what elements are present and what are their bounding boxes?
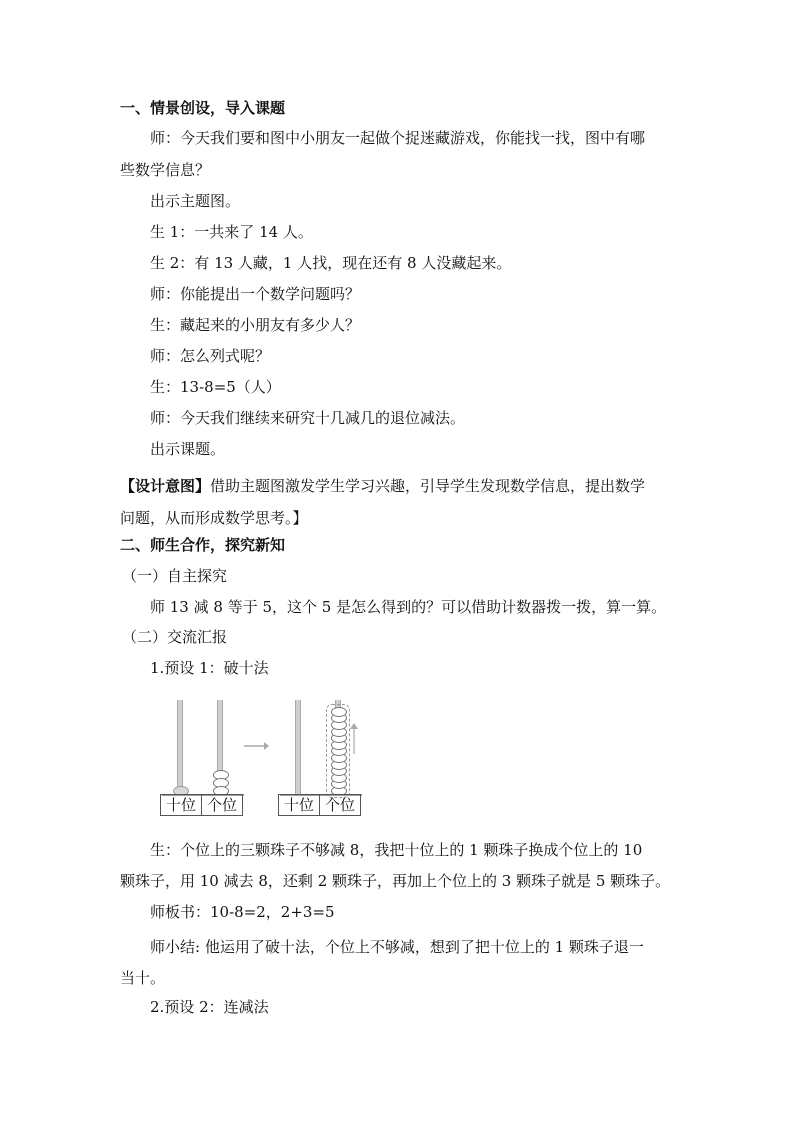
paragraph: 师板书：10-8=2，2+3=5 [150, 903, 335, 921]
paragraph: 师：今天我们继续来研究十几减几的退位减法。 [150, 409, 466, 427]
paragraph: 生 2：有 13 人藏，1 人找，现在还有 8 人没藏起来。 [150, 254, 512, 272]
up-arrow-icon [349, 722, 359, 756]
paragraph: 生：个位上的三颗珠子不够减 8，我把十位上的 1 颗珠子换成个位上的 10 [150, 841, 643, 859]
section-two-title: 二、师生合作，探究新知 [120, 536, 286, 554]
paragraph: 师小结: 他运用了破十法，个位上不够减，想到了把十位上的 1 颗珠子退一 [150, 938, 644, 956]
ones-label: 个位 [319, 795, 360, 815]
tens-label: 十位 [283, 796, 314, 814]
paragraph: 师：你能提出一个数学问题吗？ [150, 285, 361, 303]
design-intent-note-cont: 问题，从而形成数学思考。】 [120, 509, 308, 527]
paragraph: 生：藏起来的小朋友有多少人？ [150, 316, 361, 334]
tens-rod [295, 700, 301, 794]
design-intent-text: 借助主题图激发学生学习兴趣，引导学生发现数学信息，提出数学 [210, 477, 646, 495]
tens-label: 十位 [165, 796, 196, 814]
subsection-title: （一）自主探究 [122, 567, 228, 585]
section-one-title: 一、情景创设，导入课题 [120, 99, 286, 117]
paragraph: 生 1：一共来了 14 人。 [150, 223, 313, 241]
paragraph: 颗珠子，用 10 减去 8，还剩 2 颗珠子，再加上个位上的 3 颗珠子就是 5 颗珠子。 [120, 872, 671, 890]
design-intent-note [120, 476, 645, 496]
abacus-label [160, 794, 243, 816]
paragraph: 生：13-8=5（人） [150, 378, 281, 396]
preset-heading: 2.预设 2：连减法 [150, 998, 269, 1016]
paragraph: 师：今天我们要和图中小朋友一起做个捉迷藏游戏，你能找一找，图中有哪 [150, 129, 646, 147]
preset-heading: 1.预设 1：破十法 [150, 659, 269, 677]
abacus-figure [150, 690, 380, 820]
paragraph: 出示课题。 [150, 440, 226, 458]
bead [331, 707, 347, 717]
paragraph: 些数学信息？ [120, 161, 211, 179]
ones-label: 个位 [201, 795, 242, 815]
right-arrow-icon [242, 740, 270, 752]
paragraph: 出示主题图。 [150, 192, 241, 210]
paragraph: 当十。 [120, 969, 166, 987]
design-intent-tag: 【设计意图】 [120, 477, 211, 495]
tens-rod [177, 700, 183, 794]
paragraph: 师 13 减 8 等于 5，这个 5 是怎么得到的？可以借助计数器拨一拨，算一算。 [150, 598, 667, 616]
abacus-label [278, 794, 361, 816]
subsection-title: （二）交流汇报 [122, 628, 228, 646]
paragraph: 师：怎么列式呢？ [150, 347, 271, 365]
